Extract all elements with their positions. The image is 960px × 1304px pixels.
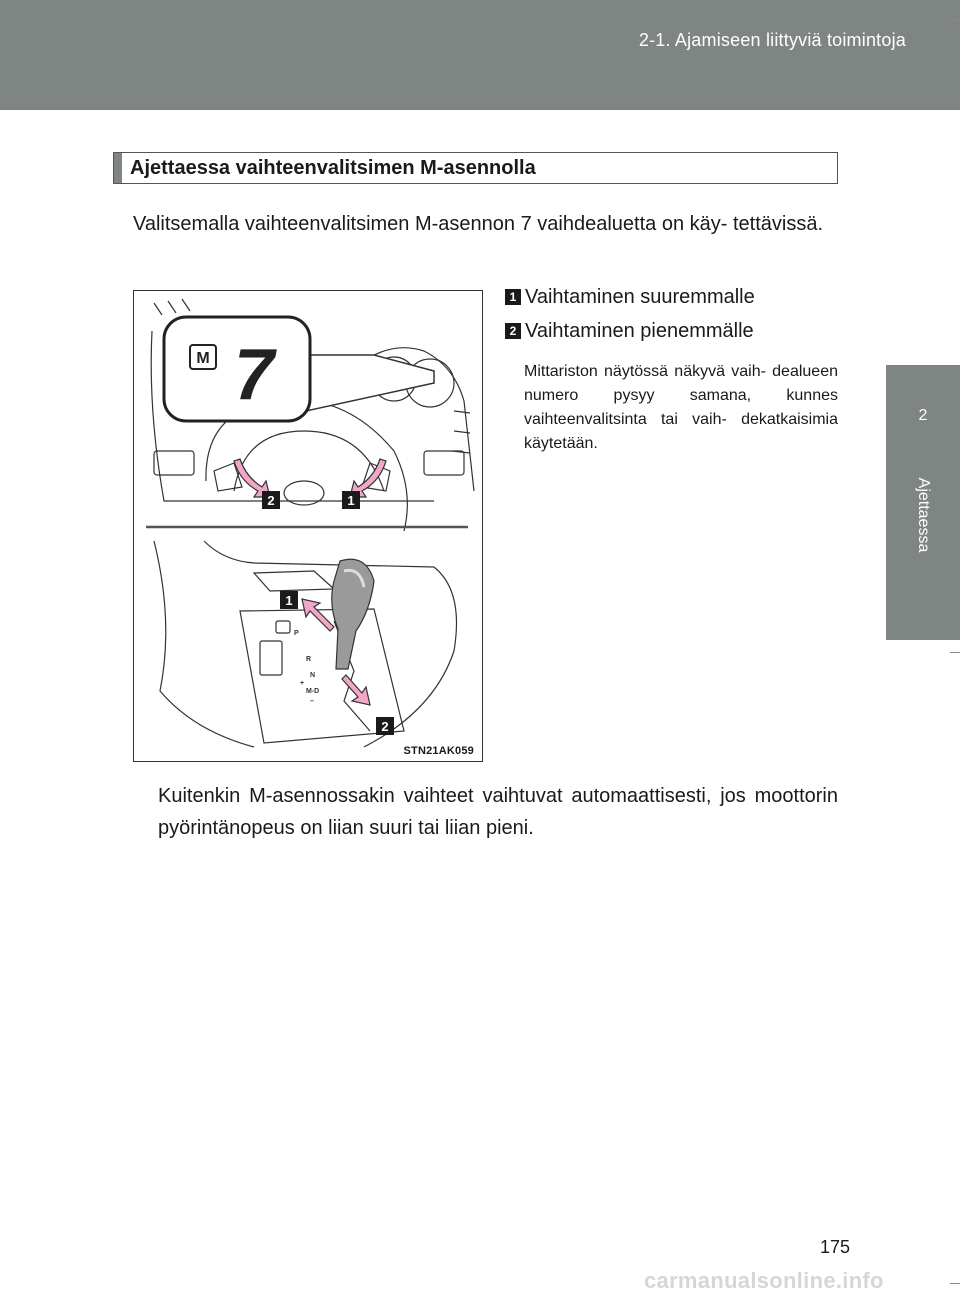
display-letter: M (196, 350, 210, 367)
page-number: 175 (820, 1237, 851, 1257)
illustration-svg (134, 291, 482, 761)
note-paragraph: Mittariston näytössä näkyvä vaih- dealueen numero pysyy samana, kunnes vaihteenvalitsinta tai vaih- dekatkaisimia käytetään. (524, 363, 838, 452)
closing-paragraph: Kuitenkin M-asennossakin vaihteet vaihtuvat automaattisesti, jos moottorin pyörintänopeus on liian suuri tai liian pieni. (158, 785, 838, 839)
crop-mark (950, 1283, 960, 1284)
list-item (505, 320, 754, 343)
chapter-side-tab (886, 365, 960, 640)
display-gear: 7 (233, 335, 275, 415)
list-badge: 1 (505, 289, 521, 305)
list-item-label: Vaihtaminen suuremmalle (525, 286, 755, 308)
list-item-label: Vaihtaminen pienemmälle (525, 320, 754, 342)
shifter-label-minus: – (310, 698, 314, 705)
svg-text:1: 1 (285, 593, 293, 608)
header-title: 2-1. Ajamiseen liittyviä toimintoja (638, 30, 906, 50)
paddle-callouts (262, 491, 360, 509)
list-badge: 2 (505, 323, 521, 339)
shifter-label-r: R (306, 656, 312, 663)
chapter-label: Ajettaessa (915, 477, 932, 553)
figure-code: STN21AK059 (403, 745, 474, 757)
shifter-label-n: N (310, 672, 316, 679)
shifter-label-plus: + (300, 680, 305, 687)
page-header (0, 0, 960, 110)
chapter-number: 2 (918, 407, 928, 424)
shifter-label-p: P (294, 630, 299, 637)
svg-text:2: 2 (381, 719, 389, 734)
svg-text:2: 2 (267, 493, 275, 508)
section-heading-text: Ajettaessa vaihteenvalitsimen M-asennolla (130, 157, 536, 179)
shift-lever-illustration (133, 290, 483, 762)
list-item (505, 286, 755, 309)
watermark: carmanualsonline.info (644, 1268, 884, 1293)
heading-accent-bar (114, 153, 122, 183)
intro-paragraph: Valitsemalla vaihteenvalitsimen M-asennon 7 vaihdealuetta on käy- tettävissä. (133, 213, 823, 235)
crop-mark (950, 20, 960, 21)
shifter-label-md: M-D (306, 688, 320, 695)
crop-mark (950, 652, 960, 653)
svg-text:1: 1 (347, 493, 355, 508)
gear-display-callout (164, 317, 434, 421)
section-heading (113, 152, 838, 184)
